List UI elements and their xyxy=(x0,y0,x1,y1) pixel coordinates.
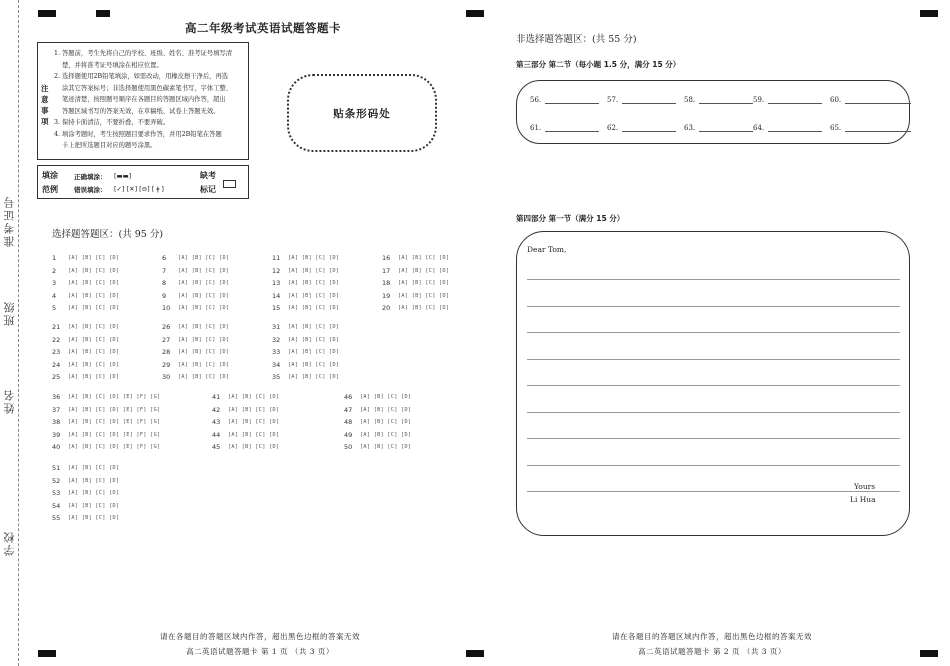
fill-label-bottom: 范例 xyxy=(42,185,58,194)
answer-bubbles[interactable]: [A] [B] [C] [D] xyxy=(178,292,230,299)
essay-closing: Yours xyxy=(854,482,876,491)
blank-number: 63. xyxy=(684,124,696,132)
footer-page-number: 高二英语试题答题卡 第 1 页 （共 3 页） xyxy=(186,647,334,656)
notice-line: 卡上把所选题目对应的题号涂黑。 xyxy=(62,142,157,149)
question-number: 9 xyxy=(162,291,167,300)
notice-heading: 注意事项 xyxy=(41,84,49,126)
binding-line xyxy=(18,0,19,666)
answer-bubbles[interactable]: [A] [B] [C] [D] xyxy=(178,280,230,286)
writing-line[interactable] xyxy=(527,279,900,280)
question-number: 23 xyxy=(52,348,61,356)
blank-item[interactable] xyxy=(607,124,676,132)
answer-bubbles[interactable]: [A] [B] [C] [D] [E] [F] [G] xyxy=(68,406,161,413)
answer-bubbles[interactable]: [A] [B] [C] [D] xyxy=(288,305,340,311)
answer-bubbles[interactable]: [A] [B] [C] [D] xyxy=(288,280,340,286)
question-number: 54 xyxy=(52,501,61,510)
blank-line[interactable] xyxy=(845,103,911,104)
question-number: 22 xyxy=(52,335,61,344)
question-number: 29 xyxy=(162,360,171,369)
registration-mark xyxy=(38,650,56,657)
notice-line: 4. 填涂考题时，考生按照题目要求作答，并用2B铅笔在答题 xyxy=(54,130,222,138)
answer-bubbles[interactable]: [A] [B] [C] [D] xyxy=(288,361,340,368)
question-number: 38 xyxy=(52,418,61,426)
side-label-name: 姓名 xyxy=(3,388,16,414)
question-number: 48 xyxy=(344,418,353,426)
answer-bubbles[interactable]: [A] [B] [C] [D] xyxy=(288,292,340,299)
question-number: 42 xyxy=(212,405,221,414)
question-number: 39 xyxy=(52,430,61,439)
answer-bubbles[interactable]: [A] [B] [C] [D] xyxy=(360,419,412,425)
answer-bubbles[interactable]: [A] [B] [C] [D] xyxy=(68,349,120,355)
nonchoice-section-title: 非选择题答题区：(共 55 分) xyxy=(516,34,637,45)
question-number: 52 xyxy=(52,476,61,485)
answer-bubbles[interactable]: [A] [B] [C] [D] xyxy=(68,515,120,521)
blank-line[interactable] xyxy=(545,103,599,104)
question-number: 36 xyxy=(52,393,61,401)
side-label-school: 学校 xyxy=(3,530,16,556)
answer-bubbles[interactable]: [A] [B] [C] [D] xyxy=(228,406,280,413)
question-number: 28 xyxy=(162,348,171,356)
page-title: 高二年级考试英语试题答题卡 xyxy=(185,21,341,35)
question-number: 46 xyxy=(344,393,353,401)
question-number: 12 xyxy=(272,266,281,275)
question-number: 27 xyxy=(162,335,171,344)
notice-box xyxy=(37,42,249,160)
blank-item[interactable] xyxy=(830,96,911,104)
part3-title: 第三部分 第二节（每小题 1.5 分，满分 15 分） xyxy=(516,60,681,69)
blank-number: 56. xyxy=(530,96,542,104)
writing-line[interactable] xyxy=(527,491,900,492)
question-number: 49 xyxy=(344,430,353,439)
absent-label-bottom: 标记 xyxy=(200,185,216,194)
answer-bubbles[interactable]: [A] [B] [C] [D] xyxy=(228,419,280,425)
answer-bubbles[interactable]: [A] [B] [C] [D] xyxy=(288,324,340,330)
question-number: 43 xyxy=(212,418,221,426)
answer-bubbles[interactable]: [A] [B] [C] [D] xyxy=(68,490,120,496)
writing-line[interactable] xyxy=(527,359,900,360)
blank-number: 58. xyxy=(684,96,696,104)
question-number: 31 xyxy=(272,323,281,331)
blank-line[interactable] xyxy=(622,103,676,104)
blank-item[interactable] xyxy=(607,96,676,104)
answer-bubbles[interactable]: [A] [B] [C] [D] xyxy=(178,361,230,368)
blank-line[interactable] xyxy=(768,103,822,104)
writing-line[interactable] xyxy=(527,465,900,466)
question-number: 11 xyxy=(272,254,281,262)
notice-list xyxy=(54,48,244,152)
answer-bubbles[interactable]: [A] [B] [C] [D] xyxy=(228,431,280,438)
question-number: 37 xyxy=(52,405,61,414)
blank-item[interactable] xyxy=(684,96,753,104)
blank-line[interactable] xyxy=(699,103,753,104)
question-number: 15 xyxy=(272,304,281,312)
answer-bubbles[interactable]: [A] [B] [C] [D] xyxy=(178,305,230,311)
question-number: 7 xyxy=(162,266,167,275)
registration-mark xyxy=(38,10,56,17)
answer-bubbles[interactable]: [A] [B] [C] [D] xyxy=(68,305,120,311)
writing-line[interactable] xyxy=(527,385,900,386)
writing-line[interactable] xyxy=(527,306,900,307)
absent-label-top: 缺考 xyxy=(200,171,216,180)
barcode-label: 贴条形码处 xyxy=(333,107,391,120)
notice-line: 答题区域书写的答案无效，在草稿纸、试卷上答题无效。 xyxy=(62,107,220,115)
answer-bubbles[interactable]: [A] [B] [C] [D] xyxy=(178,324,230,330)
notice-line: 3. 保持卡面清洁，不要折叠，不要弄破。 xyxy=(54,119,170,126)
answer-bubbles[interactable]: [A] [B] [C] [D] xyxy=(68,324,120,330)
question-number: 35 xyxy=(272,373,281,381)
answer-bubbles[interactable]: [A] [B] [C] [D] xyxy=(68,361,120,368)
question-number: 45 xyxy=(212,443,221,451)
blank-item[interactable] xyxy=(530,124,599,132)
answer-bubbles[interactable]: [A] [B] [C] [D] xyxy=(178,255,230,261)
answer-bubbles[interactable]: [A] [B] [C] [D] xyxy=(68,267,120,274)
fill-example-box xyxy=(37,165,249,199)
writing-line[interactable] xyxy=(527,332,900,333)
answer-bubbles[interactable]: [A] [B] [C] [D] xyxy=(398,280,450,286)
registration-mark xyxy=(466,10,484,17)
question-number: 10 xyxy=(162,304,171,312)
blank-number: 62. xyxy=(607,124,619,132)
blank-number: 61. xyxy=(530,124,542,132)
choice-section-title: 选择题答题区：(共 95 分) xyxy=(52,229,164,240)
answer-bubbles[interactable]: [A] [B] [C] [D] xyxy=(68,465,120,471)
blank-line[interactable] xyxy=(699,131,753,132)
answer-bubbles[interactable]: [A] [B] [C] [D] xyxy=(68,255,120,261)
question-number: 4 xyxy=(52,291,57,300)
answer-bubbles[interactable]: [A] [B] [C] [D] xyxy=(360,394,412,400)
notice-line: 笔迹清楚，按照题号顺序在各题目的答题区域内作答，超出 xyxy=(62,96,226,103)
blank-line[interactable] xyxy=(845,131,911,132)
footer-page-number: 高二英语试题答题卡 第 2 页 （共 3 页） xyxy=(638,647,786,656)
question-number: 17 xyxy=(382,266,391,275)
answer-bubbles[interactable]: [A] [B] [C] [D] xyxy=(398,255,450,261)
answer-bubbles[interactable]: [A] [B] [C] [D] [E] [F] [G] xyxy=(68,394,161,400)
blank-item[interactable] xyxy=(684,124,753,132)
side-label-class: 班级 xyxy=(3,300,16,326)
question-number: 25 xyxy=(52,373,61,381)
blank-number: 60. xyxy=(830,96,842,104)
blank-number: 64. xyxy=(753,124,765,132)
question-number: 47 xyxy=(344,405,353,414)
registration-mark xyxy=(920,650,938,657)
answer-bubbles[interactable]: [A] [B] [C] [D] xyxy=(398,292,450,299)
correct-fill-mark: [▬▬] xyxy=(114,172,132,180)
barcode-area xyxy=(287,74,437,152)
essay-greeting: Dear Tom, xyxy=(527,245,567,254)
question-number: 51 xyxy=(52,464,61,472)
answer-bubbles[interactable]: [A] [B] [C] [D] xyxy=(398,267,450,274)
question-number: 30 xyxy=(162,373,171,381)
blank-number: 57. xyxy=(607,96,619,104)
blank-number: 65. xyxy=(830,124,842,132)
notice-line: 楚，并将准考证号填涂在相应位置。 xyxy=(62,61,163,69)
notice-line: 2. 选择题使用2B铅笔填涂，如需改动，用橡皮擦干净后，再选 xyxy=(54,73,229,80)
question-number: 24 xyxy=(52,360,61,369)
footer-warning: 请在各题目的答题区域内作答，超出黑色边框的答案无效 xyxy=(160,632,360,641)
question-number: 1 xyxy=(52,254,57,262)
answer-bubbles[interactable]: [A] [B] [C] [D] xyxy=(68,502,120,509)
blank-item[interactable] xyxy=(753,124,822,132)
answer-bubbles[interactable]: [A] [B] [C] [D] xyxy=(288,336,340,343)
question-number: 20 xyxy=(382,304,391,312)
registration-mark xyxy=(96,10,110,17)
absent-checkbox[interactable] xyxy=(223,180,236,188)
part3-answer-box xyxy=(516,80,910,144)
answer-bubbles[interactable]: [A] [B] [C] [D] xyxy=(178,374,230,380)
blank-number: 59. xyxy=(753,96,765,104)
writing-line[interactable] xyxy=(527,412,900,413)
blank-line[interactable] xyxy=(768,131,822,132)
question-number: 6 xyxy=(162,254,167,262)
answer-bubbles[interactable]: [A] [B] [C] [D] [E] [F] [G] xyxy=(68,431,161,438)
registration-mark xyxy=(466,650,484,657)
footer-warning: 请在各题目的答题区域内作答，超出黑色边框的答案无效 xyxy=(612,632,812,641)
question-number: 26 xyxy=(162,323,171,331)
question-number: 8 xyxy=(162,279,167,287)
blank-item[interactable] xyxy=(753,96,822,104)
answer-bubbles[interactable]: [A] [B] [C] [D] xyxy=(288,374,340,380)
wrong-fill-marks: [✓] [✕] [⊖] [ ǂ ] xyxy=(114,185,164,193)
question-number: 41 xyxy=(212,393,221,401)
question-number: 34 xyxy=(272,360,281,369)
blank-line[interactable] xyxy=(622,131,676,132)
answer-bubbles[interactable]: [A] [B] [C] [D] [E] [F] [G] xyxy=(68,444,161,450)
answer-bubbles[interactable]: [A] [B] [C] [D] xyxy=(360,444,412,450)
wrong-fill-label: 错误填涂： xyxy=(74,186,107,194)
question-number: 21 xyxy=(52,323,61,331)
question-number: 3 xyxy=(52,279,57,287)
question-number: 33 xyxy=(272,348,281,356)
question-number: 32 xyxy=(272,335,281,344)
correct-fill-label: 正确填涂： xyxy=(74,173,107,181)
notice-line: 涂其它答案标号；非选择题使用黑色碳素笔书写，字体工整、 xyxy=(62,84,233,92)
answer-bubbles[interactable]: [A] [B] [C] [D] xyxy=(360,431,412,438)
blank-line[interactable] xyxy=(545,131,599,132)
notice-line: 1. 答题前，考生先将自己的学校、班级、姓名、准考证号填写清 xyxy=(54,50,233,57)
answer-bubbles[interactable]: [A] [B] [C] [D] xyxy=(178,336,230,343)
answer-bubbles[interactable]: [A] [B] [C] [D] xyxy=(178,267,230,274)
question-number: 13 xyxy=(272,279,281,287)
writing-line[interactable] xyxy=(527,438,900,439)
question-number: 14 xyxy=(272,291,281,300)
question-number: 2 xyxy=(52,266,57,275)
question-number: 40 xyxy=(52,443,61,451)
question-number: 44 xyxy=(212,430,221,439)
answer-bubbles[interactable]: [A] [B] [C] [D] xyxy=(68,477,120,484)
part4-title: 第四部分 第一节（满分 15 分） xyxy=(516,214,625,223)
answer-bubbles[interactable]: [A] [B] [C] [D] xyxy=(68,292,120,299)
answer-bubbles[interactable]: [A] [B] [C] [D] xyxy=(360,406,412,413)
answer-bubbles[interactable]: [A] [B] [C] [D] xyxy=(68,280,120,286)
registration-mark xyxy=(920,10,938,17)
question-number: 5 xyxy=(52,304,57,312)
question-number: 19 xyxy=(382,291,391,300)
question-number: 50 xyxy=(344,443,353,451)
answer-bubbles[interactable]: [A] [B] [C] [D] xyxy=(228,394,280,400)
essay-signature: Li Hua xyxy=(850,495,876,504)
question-number: 18 xyxy=(382,279,391,287)
answer-bubbles[interactable]: [A] [B] [C] [D] xyxy=(68,336,120,343)
answer-bubbles[interactable]: [A] [B] [C] [D] xyxy=(68,374,120,380)
side-label-exam-number: 准考证号 xyxy=(3,195,16,247)
answer-bubbles[interactable]: [A] [B] [C] [D] xyxy=(288,349,340,355)
answer-bubbles[interactable]: [A] [B] [C] [D] xyxy=(288,267,340,274)
question-number: 16 xyxy=(382,254,391,262)
answer-bubbles[interactable]: [A] [B] [C] [D] xyxy=(178,349,230,355)
question-number: 53 xyxy=(52,489,61,497)
answer-bubbles[interactable]: [A] [B] [C] [D] [E] [F] [G] xyxy=(68,419,161,425)
blank-item[interactable] xyxy=(830,124,911,132)
answer-bubbles[interactable]: [A] [B] [C] [D] xyxy=(228,444,280,450)
fill-label-top: 填涂 xyxy=(42,171,58,180)
answer-bubbles[interactable]: [A] [B] [C] [D] xyxy=(398,305,450,311)
question-number: 55 xyxy=(52,514,61,522)
blank-item[interactable] xyxy=(530,96,599,104)
answer-bubbles[interactable]: [A] [B] [C] [D] xyxy=(288,255,340,261)
